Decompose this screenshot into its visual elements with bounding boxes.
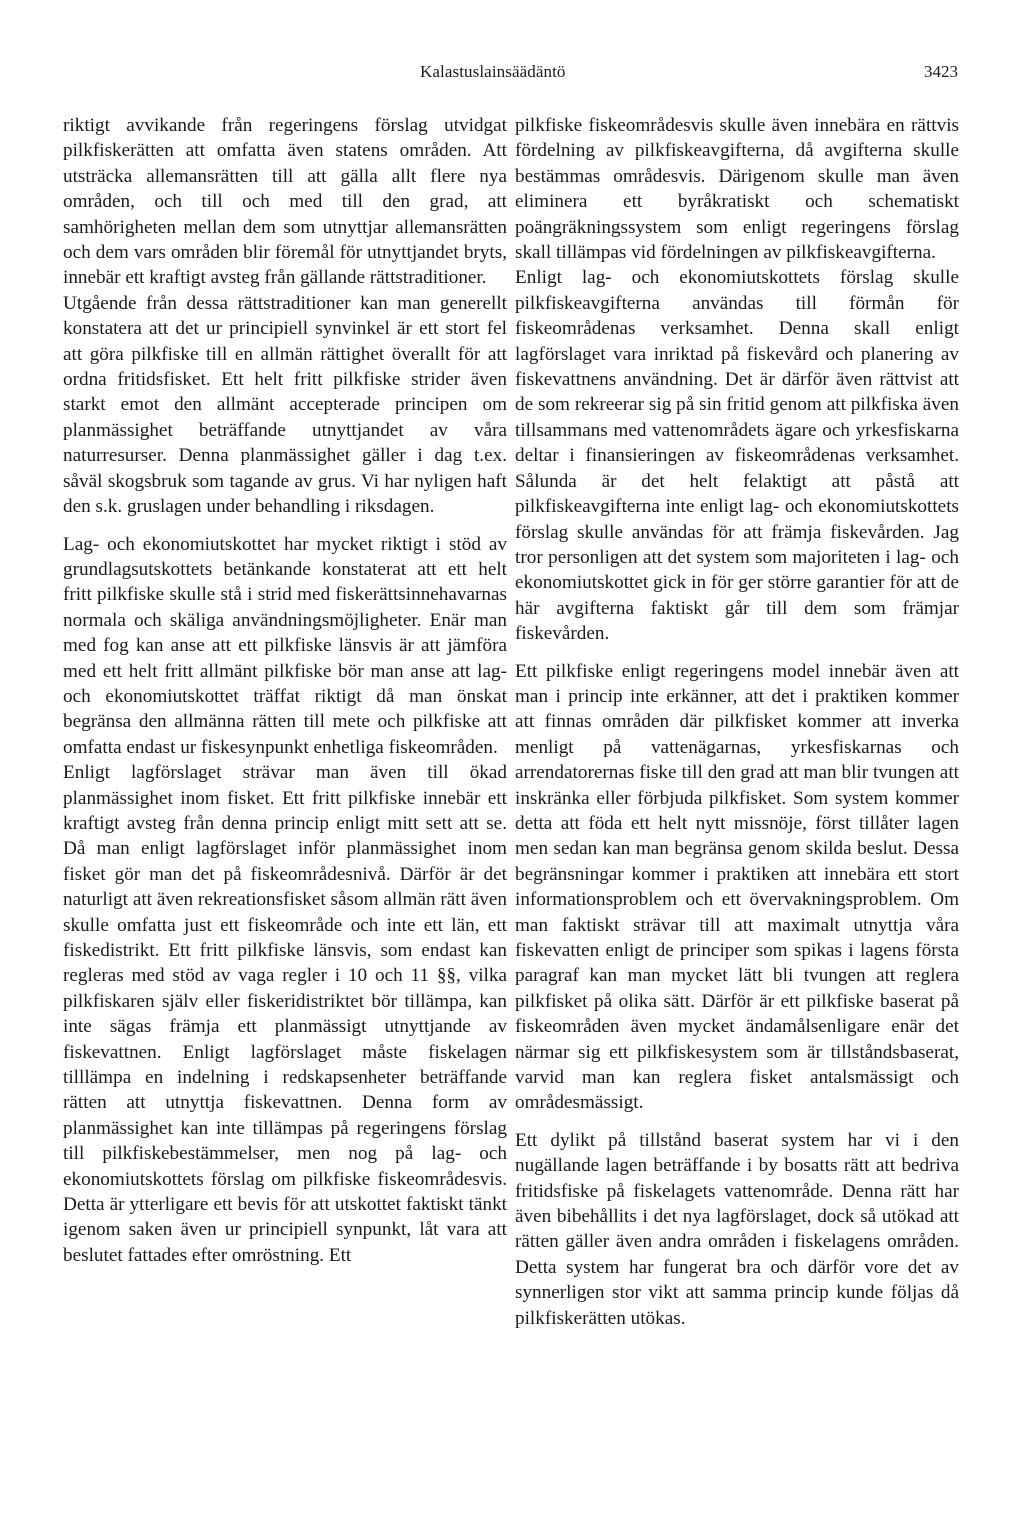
page-number: 3423 — [924, 62, 958, 81]
paragraph: Utgående från dessa rättstraditioner kan man generellt konstatera att det ur principiell synvinkel är ett stort fel att göra pilkfiske till en allmän rättighet överallt för att ordna fritidsfisket. Ett helt fritt pilkfiske strider även starkt emot den allmänt accepterade principen om planmässighet beträffande utnyttjandet av våra naturresurser. Denna planmässighet gäller i dag t.ex. såväl skogsbruk som tagande av grus. Vi har nyligen haft den s.k. gruslagen under behandling i riksdagen. — [63, 292, 507, 518]
paragraph: Ett pilkfiske enligt regeringens model innebär även att man i princip inte erkänner, att det i praktiken kommer att finnas områden där pilkfisket kommer att inverka menligt på vattenägarnas, yrkesfiskarnas och arrendatorernas fiske till den grad att man blir tvungen att inskränka eller förbjuda pilkfisket. Som system kommer detta att föda ett helt nytt missnöje, först tillåter lagen men sedan kan man begränsa genom skilda beslut. Dessa begränsningar kommer i praktiken att innebära ett stort informationsproblem och ett övervakningsproblem. Om man faktiskt strävar till att maximalt utnyttja våra fiskevatten enligt de principer som spikas i lagens första paragraf kan man mycket lätt bli tvungen att reglera pilkfisket på olika sätt. Därför är ett pilkfiske baserat på fiskeområden även mycket ändamålsenligare enär det närmar sig ett pilkfiskesystem som är tillståndsbaserat, varvid man kan reglera fisket antalsmässigt och områdesmässigt. — [515, 660, 959, 1114]
paragraph: Enligt lagförslaget strävar man även till ökad planmässighet inom fisket. Ett fritt pilkfiske innebär ett kraftigt avsteg från denna princip enligt mitt sett att se. Då man enligt lagförslaget inför planmässighet inom fisket gör man det på fiskeområdesnivå. Därför är det naturligt att även rekreationsfisket såsom allmän rätt även skulle omfatta just ett fiskeområde och inte ett län, ett fiskedistrikt. Ett fritt pilkfiske länsvis, som endast kan regleras med stöd av vaga regler i 10 och 11 §§, vilka pilkfiskaren själv eller fiskeridistriktet bör tillämpa, kan inte sägas främja ett planmässigt utnyttjande av fiskevattnen. Enligt lagförslaget måste fiskelagen tilllämpa en indelning i redskapsenheter beträffande rätten att utnyttja fiskevattnen. Denna form av planmässighet kan inte tillämpas på regeringens förslag till pilkfiskebestämmelser, men nog på lag- och ekonomiutskottets förslag om pilkfiske fiskeområdesvis. Detta är ytterligare ett bevis för att utskottet faktiskt tänkt igenom saken även ur principiell synpunkt, låt vara att beslutet fattades efter omröstning. Ett — [63, 762, 507, 1266]
right-column — [515, 113, 959, 1331]
paragraph: riktigt avvikande från regeringens förslag utvidgat pilkfiskerätten att omfatta även statens områden. Att utsträcka allemansrätten till att gälla allt flere nya områden, och till och med till den grad, att samhörigheten mellan dem som utnyttjar allemansrätten och dem vars områden blir föremål för utnyttjandet bryts, innebär ett kraftigt avsteg från gällande rättstraditioner. — [63, 115, 507, 289]
paragraph: pilkfiske fiskeområdesvis skulle även innebära en rättvis fördelning av pilkfiskeavgifterna, då avgifterna skulle bestämmas områdesvis. Därigenom skulle man även eliminera ett byråkratiskt och schematiskt poängräkningssystem som enligt regeringens förslag skall tillämpas vid fördelningen av pilkfiskeavgifterna. — [515, 115, 959, 264]
paragraph: Ett dylikt på tillstånd baserat system har vi i den nugällande lagen beträffande i by bosatts rätt att bedriva fritidsfiske på fiskelagets vattenområde. Denna rätt har även bibehållits i det nya lagförslaget, dock så utökad att rätten gäller även andra områden i fiskelagens områden. Detta system har fungerat bra och därför vore det av synnerligen stor vikt att samma princip kunde följas då pilkfiskerätten utökas. — [515, 1129, 959, 1329]
paragraph: Enligt lag- och ekonomiutskottets förslag skulle pilkfiskeavgifterna användas till förmån för fiskeområdenas verksamhet. Denna skall enligt lagförslaget vara inriktad på fiskevård och planering av fiskevattnens användning. Det är därför även rättvist att de som rekreerar sig på sin fritid genom att pilkfiska även tillsammans med vattenområdets ägare och yrkesfiskarna deltar i finansieringen av fiskeområdenas verksamhet. Sålunda är det helt felaktigt att påstå att pilkfiskeavgifterna inte enligt lag- och ekonomiutskottets förslag skulle användas för att främja fiskevården. Jag tror personligen att det system som majoriteten i lag- och ekonomiutskottet gick in för ger större garantier för att de här avgifterna faktiskt går till dem som främjar fiskevården. — [515, 267, 959, 645]
paragraph: Lag- och ekonomiutskottet har mycket riktigt i stöd av grundlagsutskottets betänkande konstaterat att ett helt fritt pilkfiske skulle stå i strid med fiskerättsinnehavarnas normala och skäliga användningsmöjligheter. Enär man med fog kan anse att ett pilkfiske länsvis är att jämföra med ett helt fritt allmänt pilkfiske bör man anse att lag- och ekonomiutskottet träffat riktigt då man önskat begränsa den allmänna rätten till mete och pilkfiske att omfatta endast ur fiskesynpunkt enhetliga fiskeområden. — [63, 533, 507, 758]
left-column — [63, 113, 507, 1268]
running-title: Kalastuslainsäädäntö — [420, 62, 566, 81]
